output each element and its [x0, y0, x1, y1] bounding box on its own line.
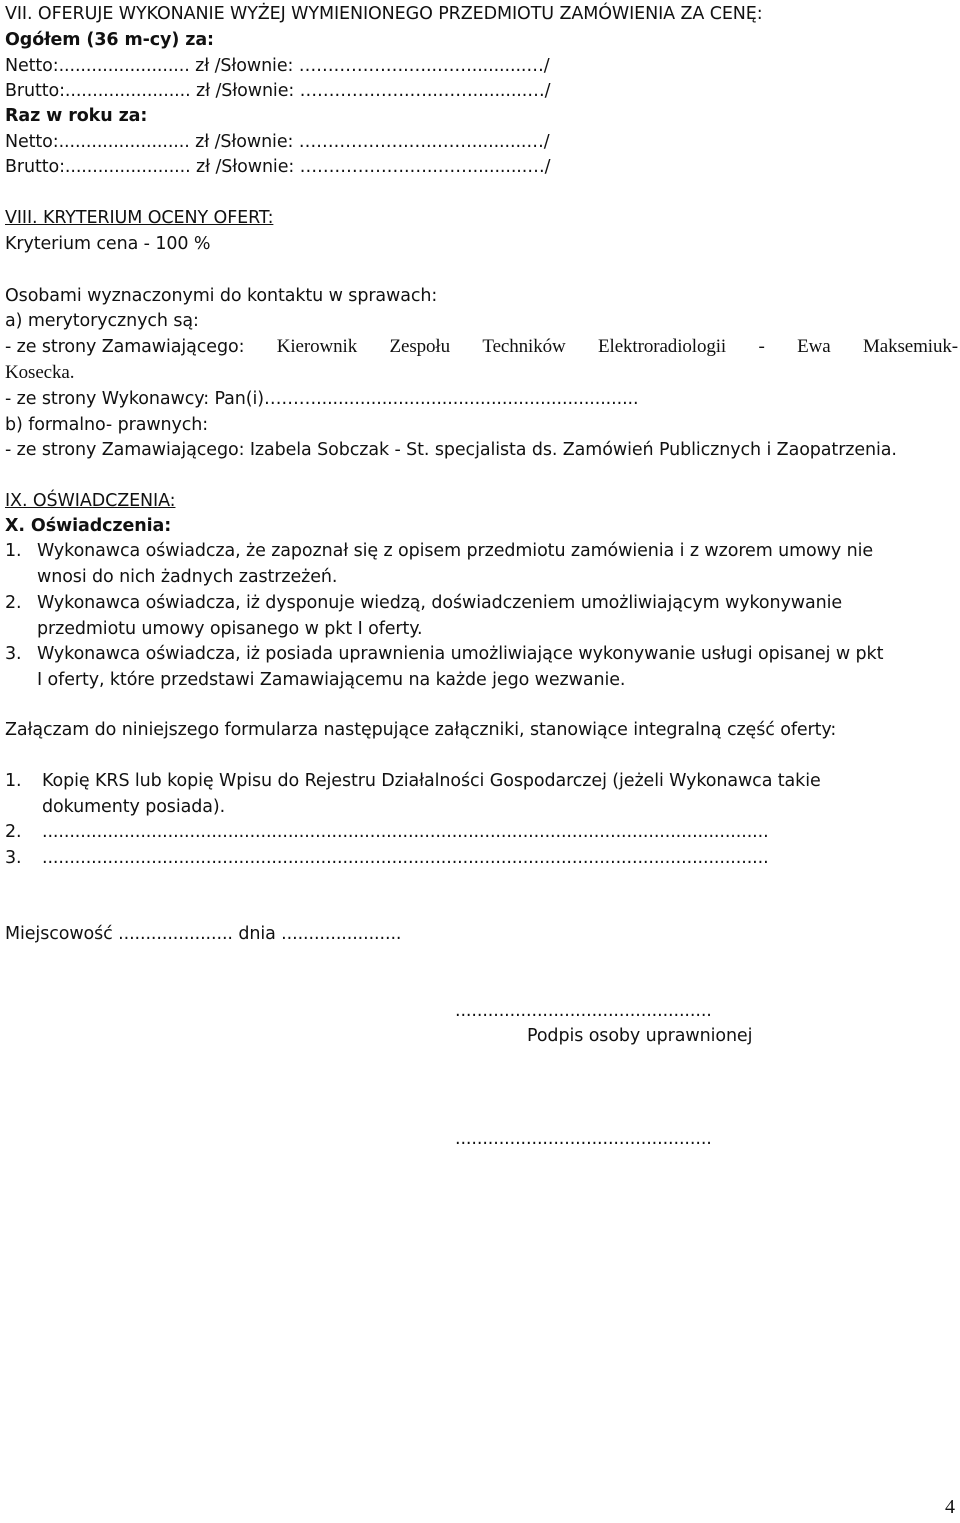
formal-contacts-label: b) formalno- prawnych: [5, 415, 209, 435]
attachment-number: 2. [5, 822, 22, 842]
criterion-text: Kryterium cena - 100 % [5, 234, 211, 254]
statement-text-cont: wnosi do nich żadnych zastrzeżeń. [37, 567, 338, 587]
signature-line-2: ............................................... [455, 1129, 712, 1149]
attachment-number: 1. [5, 771, 22, 791]
contact-word: Elektroradiologii [598, 336, 727, 357]
section-10-heading: X. Oświadczenia: [5, 516, 172, 536]
contacts-intro: Osobami wyznaczonymi do kontaktu w sprawach: [5, 286, 438, 306]
statement-number: 2. [5, 593, 22, 613]
contact-word: - [758, 336, 765, 357]
contact-continuation: Kosecka. [5, 362, 75, 383]
section-7-heading: VII. OFERUJE WYKONANIE WYŻEJ WYMIENIONEGO PRZEDMIOTU ZAMÓWIENIA ZA CENĘ: [5, 4, 763, 24]
signature-line: ............................................... [455, 1001, 712, 1021]
contact-word: Techników [482, 336, 566, 357]
statement-text: Wykonawca oświadcza, że zapoznał się z opisem przedmiotu zamówienia i z wzorem umowy nie [37, 541, 874, 561]
contact-word: Kierownik [276, 336, 358, 357]
yearly-price-label: Raz w roku za: [5, 106, 148, 126]
attachment-text: Kopię KRS lub kopię Wpisu do Rejestru Działalności Gospodarczej (jeżeli Wykonawca takie [42, 771, 821, 791]
attachments-intro: Załączam do niniejszego formularza następujące załączniki, stanowiące integralną część oferty: [5, 720, 837, 740]
total-brutto-field: Brutto:....................... zł /Słownie: ……………….…..……..........…/ [5, 81, 551, 101]
page-number: 4 [945, 1496, 955, 1518]
statement-text: Wykonawca oświadcza, iż dysponuje wiedzą, doświadczeniem umożliwiającym wykonywanie [37, 593, 843, 613]
yearly-brutto-field: Brutto:....................... zł /Słownie: ……………….…..……..........…/ [5, 157, 551, 177]
statement-number: 1. [5, 541, 22, 561]
total-price-label: Ogółem (36 m-cy) za: [5, 30, 214, 50]
contact-word: Maksemiuk- [862, 336, 958, 357]
place-date-field: Miejscowość ..................... dnia ...................... [5, 924, 402, 944]
signature-label: Podpis osoby uprawnionej [527, 1026, 753, 1046]
total-netto-field: Netto:........................ zł /Słownie: ……………….…..……..........…/ [5, 56, 550, 76]
statement-text-cont: I oferty, które przedstawi Zamawiającemu na każde jego wezwanie. [37, 670, 626, 690]
contact-prefix: - ze strony Zamawiającego: [5, 337, 245, 357]
attachment-text-cont: dokumenty posiada). [42, 797, 226, 817]
statement-text-cont: przedmiotu umowy opisanego w pkt I oferty. [37, 619, 423, 639]
contractor-contact-field: - ze strony Wykonawcy: Pan(i)………........................................................... [5, 389, 639, 409]
attachment-blank-line: ..................................................................................................................................... [42, 822, 769, 842]
formal-contact-line: - ze strony Zamawiającego: Izabela Sobczak - St. specjalista ds. Zamówień Publicznych i Zaopatrzenia. [5, 440, 897, 460]
section-8-heading: VIII. KRYTERIUM OCENY OFERT: [5, 208, 274, 228]
contact-word: Ewa [797, 336, 831, 357]
attachment-blank-line: ..................................................................................................................................... [42, 848, 769, 868]
contracting-party-contact [5, 336, 958, 358]
statement-text: Wykonawca oświadcza, iż posiada uprawnienia umożliwiające wykonywanie usługi opisanej w pkt [37, 644, 884, 664]
attachment-number: 3. [5, 848, 22, 868]
section-9-heading: IX. OŚWIADCZENIA: [5, 491, 176, 511]
yearly-netto-field: Netto:........................ zł /Słownie: ……………….…..……..........…/ [5, 132, 550, 152]
substantive-contacts-label: a) merytorycznych są: [5, 311, 199, 331]
statement-number: 3. [5, 644, 22, 664]
contact-word: Zespołu [389, 336, 451, 357]
